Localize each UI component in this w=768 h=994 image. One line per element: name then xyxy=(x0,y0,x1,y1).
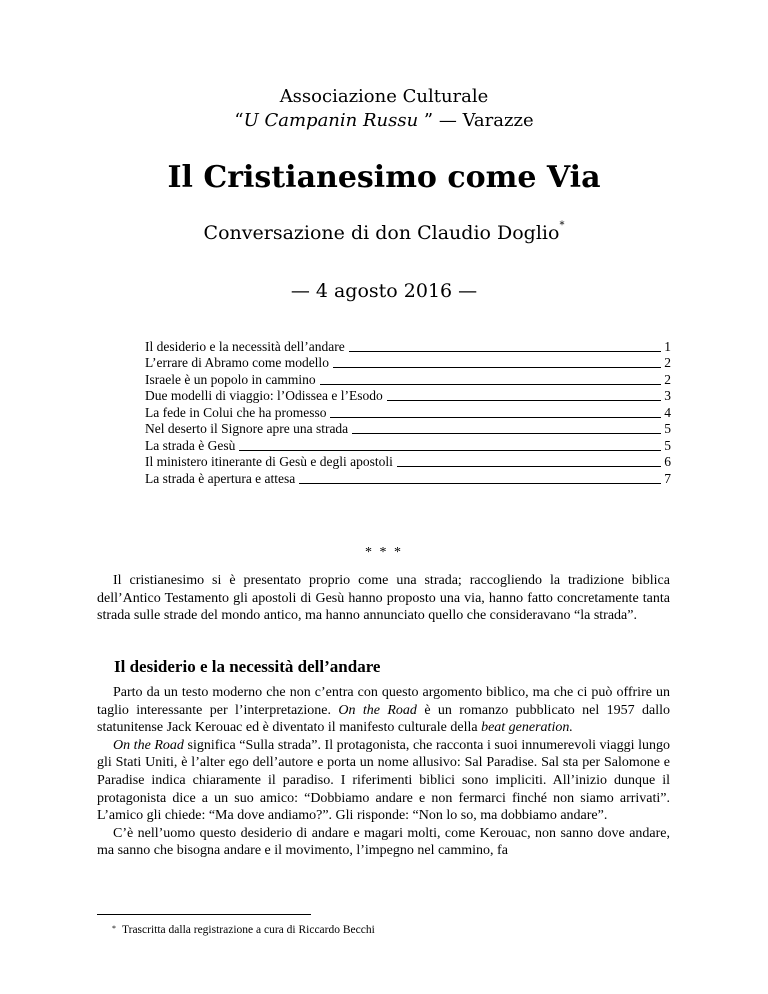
toc-entry-page: 2 xyxy=(664,355,671,370)
toc-entry[interactable] xyxy=(145,470,671,487)
toc-entry[interactable] xyxy=(145,388,671,405)
toc-entry-label: Il desiderio e la necessità dell’andare xyxy=(145,338,345,354)
toc-entry-page: 2 xyxy=(664,371,671,387)
toc-entry[interactable] xyxy=(145,454,671,471)
association-line: Associazione Culturale xyxy=(279,86,489,107)
open-quote: “ xyxy=(234,110,244,131)
toc-entry-page: 4 xyxy=(664,404,671,420)
section-heading: Il desiderio e la necessità dell’andare xyxy=(114,657,381,676)
document-subtitle xyxy=(0,222,768,244)
toc-leader-line xyxy=(320,384,661,385)
toc-entry-page: 3 xyxy=(664,388,671,403)
table-of-contents xyxy=(145,338,671,487)
toc-entry-page: 7 xyxy=(664,470,671,486)
toc-entry[interactable] xyxy=(145,437,671,454)
toc-leader-line xyxy=(349,351,661,352)
body-paragraph xyxy=(97,737,670,825)
text-run: Parto da un testo moderno che non c’entra con questo argomento biblico, ma che ci può offrire un taglio interessante per l’interpretazione. xyxy=(97,685,670,718)
footnote-text: Trascritta dalla registrazione a cura di Riccardo Becchi xyxy=(122,924,375,936)
toc-entry-label: Israele è un popolo in cammino xyxy=(145,371,316,387)
toc-leader-line xyxy=(352,433,661,434)
body-paragraph xyxy=(97,684,670,737)
footnote-separator xyxy=(97,914,311,915)
footnote xyxy=(112,924,375,936)
text-run: è un romanzo pubblicato nel 1957 dallo statunitense Jack Kerouac ed è diventato il manifesto culturale della xyxy=(97,702,671,736)
toc-entry-label: La strada è Gesù xyxy=(145,437,236,453)
intro-paragraph-block xyxy=(97,572,670,625)
footnote-reference: * xyxy=(559,220,565,231)
section-separator: * * * xyxy=(365,545,403,560)
toc-leader-line xyxy=(330,417,661,418)
body-paragraph: C’è nell’uomo questo desiderio di andare e magari molti, come Kerouac, non sanno dove andare, ma sanno che bisogna andare e il movimento, l’impegno nel cammino, fa xyxy=(97,825,670,859)
toc-leader-line xyxy=(397,466,661,467)
italic-title: On the Road xyxy=(338,702,417,718)
toc-entry-page: 1 xyxy=(664,338,671,354)
italic-term: beat generation. xyxy=(481,720,573,736)
intro-paragraph: Il cristianesimo si è presentato proprio come una strada; raccogliendo la tradizione biblica dell’Antico Testamento gli apostoli di Gesù hanno proposto una via, hanno fatto concretamente tanta strada sulle strade del mondo antico, ma hanno annunciato quello che consideravano “la strada”. xyxy=(97,573,670,624)
document-title: Il Cristianesimo come Via xyxy=(167,160,601,195)
toc-leader-line xyxy=(239,450,661,451)
toc-entry-label: Il ministero itinerante di Gesù e degli apostoli xyxy=(145,454,393,469)
toc-entry-page: 5 xyxy=(664,437,671,453)
document-date: — 4 agosto 2016 — xyxy=(290,280,478,302)
footnote-mark: * xyxy=(112,924,116,933)
toc-entry[interactable] xyxy=(145,338,671,355)
toc-entry-label: Nel deserto il Signore apre una strada xyxy=(145,421,349,436)
toc-entry-label: La strada è apertura e attesa xyxy=(145,470,296,486)
toc-entry-label: L’errare di Abramo come modello xyxy=(145,355,329,370)
subtitle-text: Conversazione di don Claudio Doglio xyxy=(203,222,560,244)
toc-entry-page: 5 xyxy=(664,421,671,436)
italic-title: On the Road xyxy=(113,737,184,753)
toc-entry[interactable] xyxy=(145,371,671,388)
toc-entry-label: La fede in Colui che ha promesso xyxy=(145,404,327,420)
association-place: — Varazze xyxy=(433,110,534,131)
association-name-line xyxy=(0,110,768,131)
toc-entry[interactable] xyxy=(145,355,671,372)
association-name: U Campanin Russu xyxy=(243,110,419,131)
close-quote: ” xyxy=(418,110,434,131)
toc-leader-line xyxy=(387,400,661,401)
toc-leader-line xyxy=(333,367,661,368)
toc-entry-label: Due modelli di viaggio: l’Odissea e l’Esodo xyxy=(145,388,383,403)
text-run: significa “Sulla strada”. Il protagonista, che racconta i suoi innumerevoli viaggi lungo gli Stati Uniti, è l’alter ego dell’autore e porta un nome allusivo: Sal Paradise. Sal sta per Salomone e Paradise indica chiaramente il paradiso. I riferimenti biblici sono impliciti. All’inizio dunque il protagonista dice a un suo amico: “Dobbiamo andare e non fermarci finché non siamo arrivati”. L’amico gli chiede: “Ma dove andiamo?”. Gli risponde: “Non lo so, ma dobbiamo andare”. xyxy=(97,737,671,824)
section-body xyxy=(97,684,670,860)
toc-leader-line xyxy=(299,483,661,484)
toc-entry[interactable] xyxy=(145,404,671,421)
toc-entry[interactable] xyxy=(145,421,671,438)
toc-entry-page: 6 xyxy=(664,454,671,469)
